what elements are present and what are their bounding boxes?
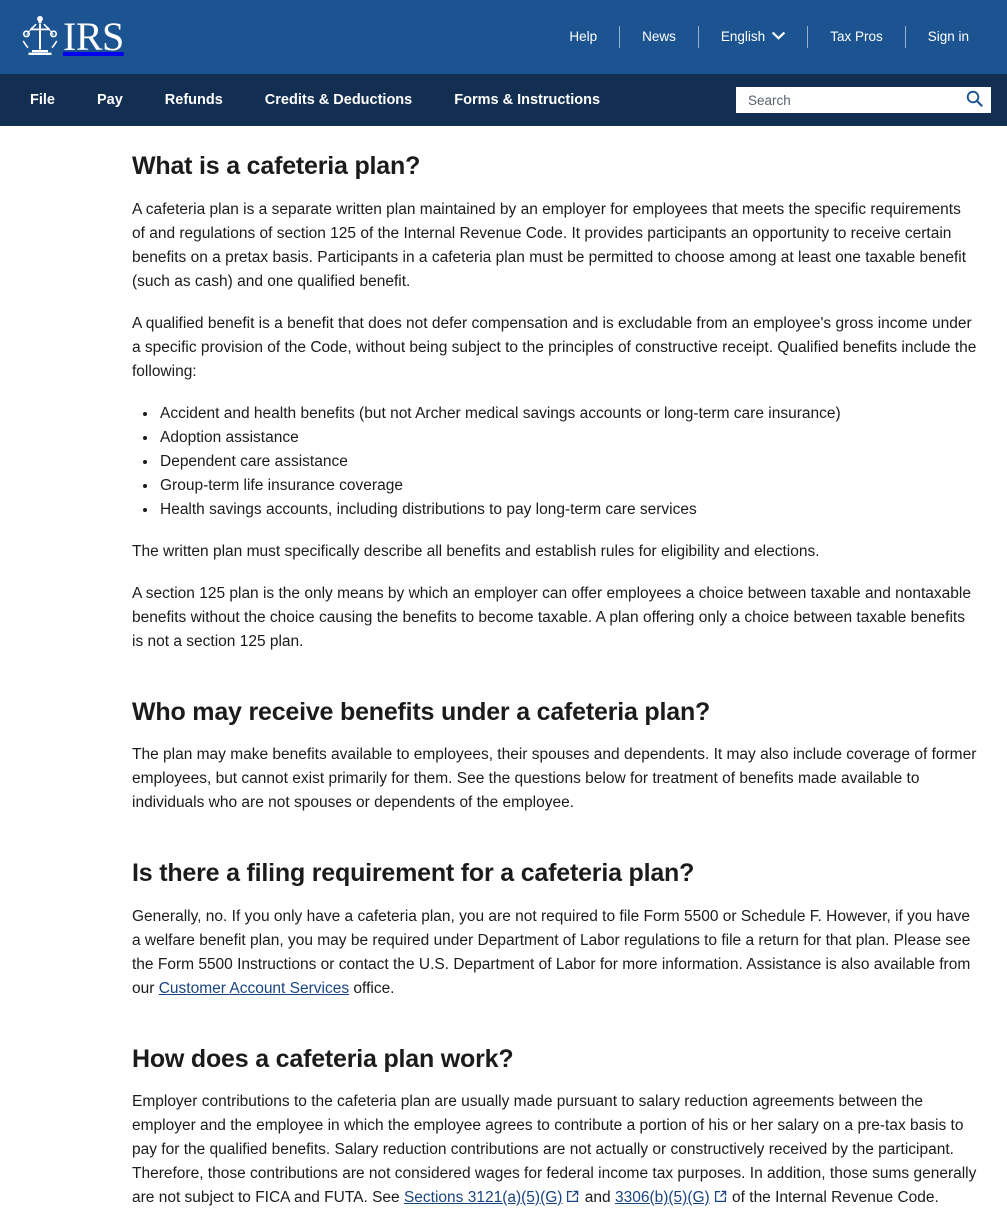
section-heading: How does a cafeteria plan work?	[132, 1045, 977, 1075]
chevron-down-icon	[772, 30, 785, 44]
paragraph-with-link	[132, 905, 977, 1001]
utility-nav-label: Help	[569, 30, 597, 44]
sections-3121-link[interactable]: Sections 3121(a)(5)(G)	[404, 1189, 563, 1206]
paragraph-with-links	[132, 1090, 977, 1211]
primary-nav-item-forms-instructions[interactable]: Forms & Instructions	[454, 92, 600, 108]
paragraph-text-before-links: Employer contributions to the cafeteria plan are usually made pursuant to salary reduction agreements between the employer and the employee in which the employee agrees to contribute a portion of his or her salary on a pre-tax basis to pay for the qualified benefits. Salary reduction contributions are not actually or constructively received by the participant. Therefore, those contributions are not considered wages for federal income tax purposes. In addition, those sums generally are not subject to FICA and FUTA. See	[132, 1093, 976, 1206]
qualified-benefits-list	[132, 402, 977, 522]
utility-nav	[547, 24, 991, 50]
utility-nav-item-language[interactable]	[699, 30, 807, 44]
primary-nav-item-credits-deductions[interactable]: Credits & Deductions	[265, 92, 412, 108]
list-item: • Group-term life insurance coverage	[158, 474, 977, 498]
section-heading: What is a cafeteria plan?	[132, 152, 977, 182]
section-heading: Is there a filing requirement for a cafeteria plan?	[132, 859, 977, 889]
utility-nav-label: Sign in	[928, 30, 969, 44]
utility-nav-item-help[interactable]	[547, 30, 619, 44]
section-how-does-a-cafeteria-plan-work	[132, 1045, 977, 1211]
section-who-may-receive-benefits	[132, 698, 977, 816]
utility-nav-item-news[interactable]	[620, 30, 698, 44]
search-icon	[966, 90, 983, 110]
utility-nav-item-tax-pros[interactable]	[808, 30, 905, 44]
list-item: • Accident and health benefits (but not Archer medical savings accounts or long-term care insurance)	[158, 402, 977, 426]
utility-nav-item-sign-in[interactable]	[906, 30, 991, 44]
paragraph: A cafeteria plan is a separate written plan maintained by an employer for employees that meets the specific requirements of and regulations of section 125 of the Internal Revenue Code. It provides participants an opportunity to receive certain benefits on a pretax basis. Participants in a cafeteria plan must be permitted to choose among at least one taxable benefit (such as cash) and one qualified benefit.	[132, 198, 977, 294]
list-item: • Dependent care assistance	[158, 450, 977, 474]
irs-eagle-scales-emblem	[18, 14, 62, 60]
primary-nav-item-file[interactable]: File	[30, 92, 55, 108]
primary-nav-item-pay[interactable]: Pay	[97, 92, 123, 108]
list-item: • Adoption assistance	[158, 426, 977, 450]
irs-wordmark: IRS	[63, 17, 124, 57]
irs-logo-link[interactable]	[18, 11, 124, 63]
paragraph-text-between-links: and	[580, 1189, 614, 1206]
external-link-icon	[714, 1187, 727, 1211]
paragraph: The plan may make benefits available to employees, their spouses and dependents. It may also include coverage of former employees, but cannot exist primarily for them. See the questions below for treatment of benefits made available to individuals who are not spouses or dependents of the employee.	[132, 743, 977, 815]
search-input[interactable]	[748, 93, 960, 108]
section-filing-requirement	[132, 859, 977, 1001]
section-what-is-a-cafeteria-plan	[132, 152, 977, 654]
main-content	[0, 126, 1007, 1211]
utility-nav-label: Tax Pros	[830, 30, 883, 44]
paragraph: A qualified benefit is a benefit that does not defer compensation and is excludable from an employee's gross income under a specific provision of the Code, without being subject to the principles of constructive receipt. Qualified benefits include the following:	[132, 312, 977, 384]
sections-3306-link[interactable]: 3306(b)(5)(G)	[615, 1189, 710, 1206]
customer-account-services-link[interactable]: Customer Account Services	[159, 980, 349, 997]
paragraph: The written plan must specifically describe all benefits and establish rules for eligibility and elections.	[132, 540, 977, 564]
utility-nav-label: English	[721, 30, 765, 44]
utility-header-bar	[0, 0, 1007, 74]
search-button[interactable]	[966, 90, 983, 110]
paragraph-text-after-links: of the Internal Revenue Code.	[728, 1189, 939, 1206]
utility-nav-label: News	[642, 30, 676, 44]
external-link-icon	[566, 1187, 579, 1211]
paragraph-text-after-link: office.	[349, 980, 394, 997]
section-heading: Who may receive benefits under a cafeteria plan?	[132, 698, 977, 728]
list-item: • Health savings accounts, including distributions to pay long-term care services	[158, 498, 977, 522]
primary-nav	[30, 92, 600, 108]
primary-nav-item-refunds[interactable]: Refunds	[165, 92, 223, 108]
search-box	[736, 87, 991, 113]
paragraph-text-before-link: Generally, no. If you only have a cafeteria plan, you are not required to file Form 5500 or Schedule F. However, if you have a welfare benefit plan, you may be required under Department of Labor regulations to file a return for that plan. Please see the Form 5500 Instructions or contact the U.S. Department of Labor for more information. Assistance is also available from our	[132, 908, 970, 997]
primary-nav-bar	[0, 74, 1007, 126]
paragraph: A section 125 plan is the only means by which an employer can offer employees a choice between taxable and nontaxable benefits without the choice causing the benefits to become taxable. A plan offering only a choice between taxable benefits is not a section 125 plan.	[132, 582, 977, 654]
